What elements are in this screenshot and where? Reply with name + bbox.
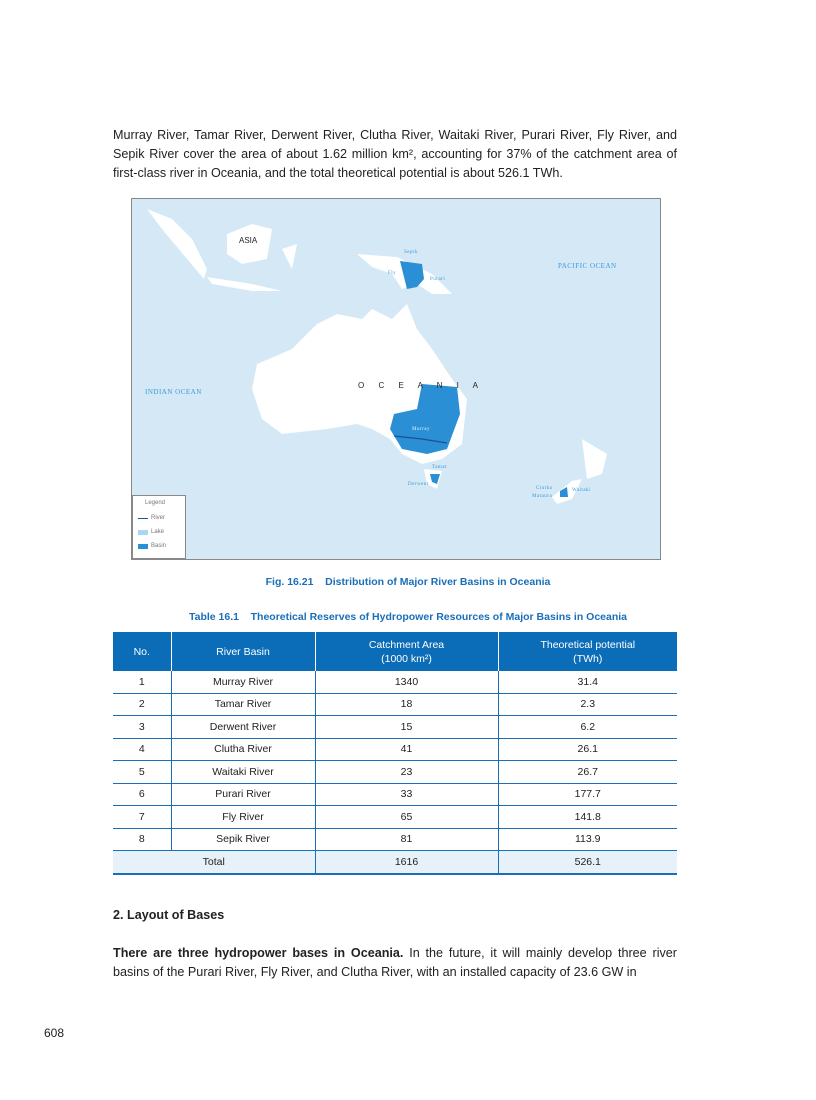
- cell-no: 6: [113, 783, 171, 806]
- sulawesi: [282, 244, 297, 269]
- cell-no: 1: [113, 671, 171, 693]
- cell-area: 33: [315, 783, 498, 806]
- map-graphic: [132, 199, 660, 559]
- table-header-row: [113, 632, 677, 671]
- label-sepik: Sepik: [404, 250, 418, 255]
- cell-no: 4: [113, 738, 171, 761]
- lake-swatch-icon: [138, 530, 148, 535]
- cell-potential: 26.7: [498, 761, 677, 784]
- oceania-river-basin-map: [131, 198, 661, 560]
- label-waitaki: Waitaki: [572, 488, 591, 493]
- total-label: Total: [113, 851, 315, 874]
- header-catchment-area: Catchment Area (1000 km²): [315, 632, 498, 671]
- page-number: 608: [44, 1026, 65, 1040]
- hydropower-reserves-table: [113, 632, 677, 875]
- cell-no: 3: [113, 716, 171, 739]
- nz-north-island: [582, 439, 607, 479]
- cell-area: 15: [315, 716, 498, 739]
- basin-swatch-icon: [138, 544, 148, 549]
- cell-potential: 2.3: [498, 693, 677, 716]
- label-mataura: Mataura: [532, 494, 553, 499]
- legend-item-lake: Lake: [138, 529, 164, 535]
- cell-basin: Waitaki River: [171, 761, 315, 784]
- cell-potential: 177.7: [498, 783, 677, 806]
- label-clutha: Clutha: [536, 486, 553, 491]
- cell-potential: 26.1: [498, 738, 677, 761]
- cell-no: 7: [113, 806, 171, 829]
- cell-no: 8: [113, 828, 171, 851]
- cell-area: 81: [315, 828, 498, 851]
- cell-basin: Murray River: [171, 671, 315, 693]
- river-swatch-icon: [138, 518, 148, 519]
- label-tamar: Tamar: [432, 465, 448, 470]
- legend-item-basin: Basin: [138, 543, 166, 549]
- table-row: [113, 738, 677, 761]
- cell-basin: Tamar River: [171, 693, 315, 716]
- label-pacific-ocean: PACIFIC OCEAN: [558, 262, 617, 270]
- cell-no: 2: [113, 693, 171, 716]
- land-masses: [147, 209, 607, 504]
- label-derwent: Derwent: [408, 482, 429, 487]
- cell-area: 23: [315, 761, 498, 784]
- table-row: [113, 761, 677, 784]
- label-oceania: O C E A N I A: [358, 381, 485, 390]
- table-row: [113, 716, 677, 739]
- java: [207, 277, 282, 291]
- table-row: [113, 783, 677, 806]
- layout-paragraph: There are three hydropower bases in Oceania. In the future, it will mainly develop three river basins of the Purari River, Fly River, and Clutha River, with an installed capacity of 23.6 GW in: [113, 946, 677, 979]
- header-theoretical-potential: Theoretical potential (TWh): [498, 632, 677, 671]
- intro-paragraph: Murray River, Tamar River, Derwent River, Clutha River, Waitaki River, Purari River, Fly River, and Sepik River cover the area of about 1.62 million km², accounting for 37% of the catchment area of first-class river in Oceania, and the total theoretical potential is about 526.1 TWh.: [113, 128, 677, 180]
- cell-potential: 113.9: [498, 828, 677, 851]
- header-river-basin: River Basin: [171, 632, 315, 671]
- total-area: 1616: [315, 851, 498, 874]
- cell-area: 41: [315, 738, 498, 761]
- cell-basin: Purari River: [171, 783, 315, 806]
- table-caption: Table 16.1 Theoretical Reserves of Hydropower Resources of Major Basins in Oceania: [188, 611, 628, 623]
- cell-no: 5: [113, 761, 171, 784]
- label-asia: ASIA: [239, 236, 258, 245]
- table-row: [113, 693, 677, 716]
- label-fly: Fly: [388, 271, 397, 276]
- sumatra: [147, 209, 207, 279]
- label-indian-ocean: INDIAN OCEAN: [145, 388, 202, 396]
- map-legend: [132, 495, 186, 559]
- legend-item-river: River: [138, 515, 165, 521]
- cell-area: 18: [315, 693, 498, 716]
- figure-caption: Fig. 16.21 Distribution of Major River Basins in Oceania: [265, 576, 551, 588]
- cell-area: 1340: [315, 671, 498, 693]
- cell-potential: 141.8: [498, 806, 677, 829]
- table-row: [113, 828, 677, 851]
- cell-basin: Derwent River: [171, 716, 315, 739]
- cell-area: 65: [315, 806, 498, 829]
- table-row: [113, 806, 677, 829]
- label-purari: Purari: [430, 277, 446, 282]
- cell-basin: Fly River: [171, 806, 315, 829]
- table-total-row: [113, 851, 677, 874]
- cell-potential: 6.2: [498, 716, 677, 739]
- cell-basin: Clutha River: [171, 738, 315, 761]
- cell-basin: Sepik River: [171, 828, 315, 851]
- label-murray: Murray: [412, 427, 430, 432]
- total-potential: 526.1: [498, 851, 677, 874]
- table-row: [113, 671, 677, 693]
- cell-potential: 31.4: [498, 671, 677, 693]
- header-no: No.: [113, 632, 171, 671]
- section-heading: 2. Layout of Bases: [113, 908, 225, 922]
- legend-title: Legend: [145, 500, 166, 506]
